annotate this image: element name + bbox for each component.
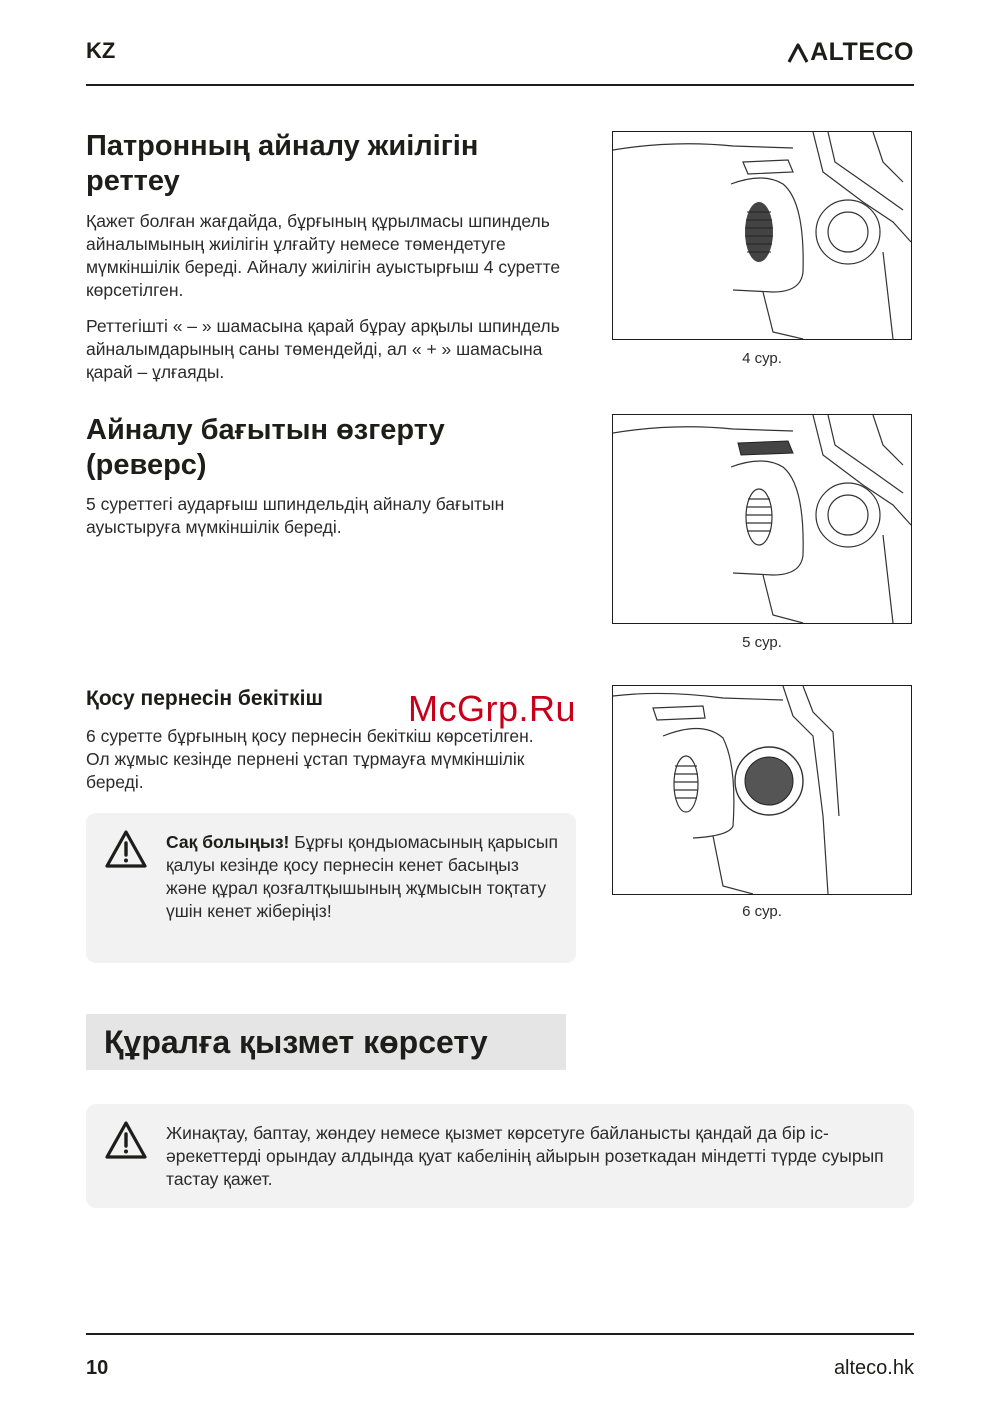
warning-1-bold: Сақ болыңыз! [166,832,290,852]
drill-reverse-switch-illustration [613,415,911,623]
watermark: McGrp.Ru [408,688,577,729]
footer-rule [86,1333,914,1335]
paragraph-speed-1: Қажет болған жағдайда, бұрғының құрылмасы шпиндель айналымының жиілігін ұлғайту немесе төмендетуге мүмкіншілік береді. Айналу жиілігін ауыстырғыш 4 суретте көрсетілген. [86,211,561,300]
section-title-reverse: Айналу бағытын өзгерту (реверс) [86,414,445,481]
warning-callout-2 [86,1104,914,1208]
figure-6-caption: 6 сур. [742,903,782,920]
header-rule [86,84,914,86]
brand-logo [787,38,914,67]
section-title-lock: Қосу пернесін бекіткіш [86,687,323,710]
figure-4-caption: 4 сур. [742,350,782,367]
warning-1-body: Бұрғы қондыомасының қарысып қалуы кезінде қосу пернесін кенет басыңыз және құрал қозғалтқышының жұмысын тоқтату үшін кенет жіберіңіз! [166,832,558,921]
section-title-service: Құралға қызмет көрсету [104,1024,488,1060]
warning-triangle-icon [104,1120,148,1160]
paragraph-lock: 6 суретте бұрғының қосу пернесін бекіткіш көрсетілген. Ол жұмыс кезінде пернені ұстап тұрмауға мүмкіншілік береді. [86,726,534,792]
drill-speed-dial-illustration [613,132,911,339]
warning-triangle-icon [104,829,148,869]
warning-callout-1 [86,813,576,963]
warning-1-text [166,831,561,923]
figure-6 [612,685,912,895]
brand-name: ALTECO [810,38,914,66]
warning-2-text: Жинақтау, баптау, жөндеу немесе қызмет көрсетуге байланысты қандай да бір іс-әрекеттерді орындау алдында қуат кабелінің айырын розеткадан міндетті түрде суырып тастау қажет. [166,1123,884,1189]
language-code: KZ [86,38,116,63]
figure-5-caption: 5 сур. [742,634,782,651]
figure-4 [612,131,912,340]
paragraph-speed-2: Реттегішті « – » шамасына қарай бұрау арқылы шпиндель айналымдарының саны төмендейді, ал « + » шамасына қарай – ұлғаяды. [86,316,560,382]
paragraph-reverse: 5 суреттегі аударғыш шпиндельдің айналу бағытын ауыстыруға мүмкіншілік береді. [86,494,505,537]
drill-lock-button-illustration [613,686,911,894]
alteco-logo-icon [787,42,809,64]
figure-5 [612,414,912,624]
page-number: 10 [86,1357,109,1379]
section-band-service [86,1014,566,1070]
footer-website: alteco.hk [833,1357,914,1379]
section-title-speed: Патронның айналу жиілігін реттеу [86,130,479,197]
